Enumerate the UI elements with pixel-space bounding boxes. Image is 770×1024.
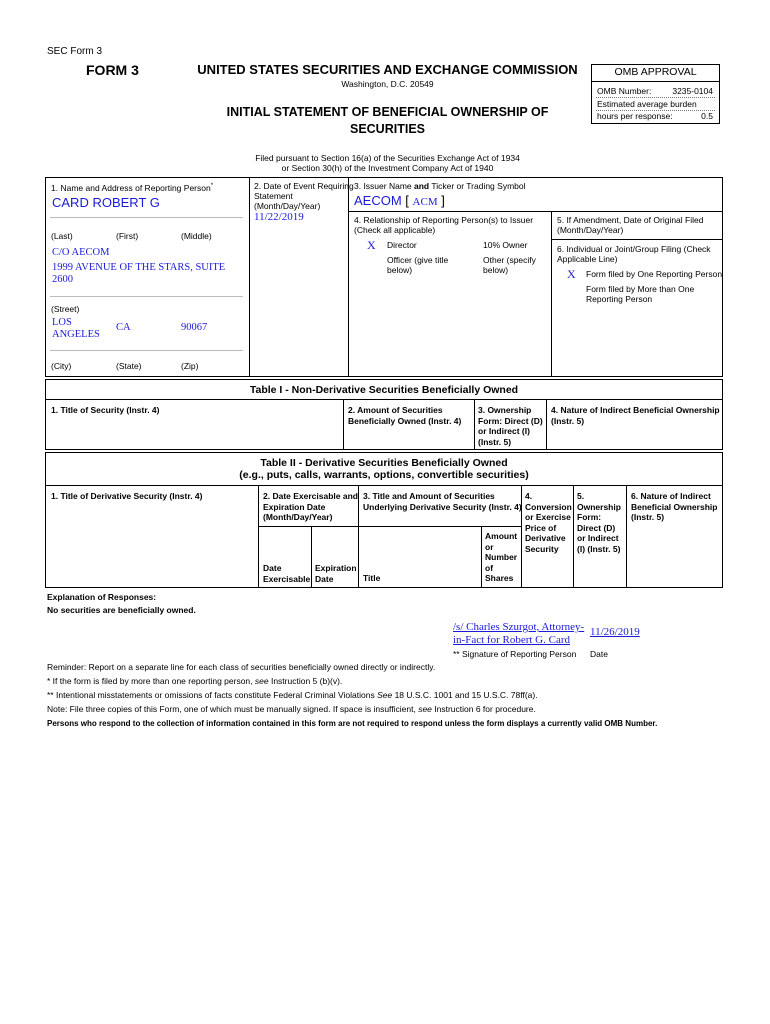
filed-pursuant-line2: or Section 30(h) of the Investment Company Act of 1940 bbox=[281, 163, 494, 173]
ten-pct-owner-label: 10% Owner bbox=[483, 240, 528, 250]
issuer-name: AECOM bbox=[354, 193, 402, 208]
table2-col3-header: 3. Title and Amount of Securities Underlying Derivative Security (Instr. 4) bbox=[363, 491, 522, 512]
omb-approval-box bbox=[591, 64, 720, 124]
explanation-heading: Explanation of Responses: bbox=[47, 592, 157, 602]
middle-label: (Middle) bbox=[181, 231, 212, 241]
sec-form-label: SEC Form 3 bbox=[47, 46, 103, 57]
omb-burden-label: Estimated average burden bbox=[597, 99, 697, 109]
address-line1: C/O AECOM bbox=[52, 247, 110, 258]
date-label: Date bbox=[590, 649, 608, 659]
table2-col4-header: 4. Conversion or Exercise Price of Derivative Security bbox=[525, 491, 572, 554]
box5-label-line1: 5. If Amendment, Date of Original Filed bbox=[557, 215, 704, 225]
box2-label-line1: 2. Date of Event Requiring bbox=[254, 181, 354, 191]
box4-label-line2: (Check all applicable) bbox=[354, 225, 436, 235]
box3-label: 3. Issuer Name and Ticker or Trading Symbol bbox=[354, 181, 526, 191]
box6-label-line1: 6. Individual or Joint/Group Filing (Check bbox=[557, 244, 711, 254]
signature-label: ** Signature of Reporting Person bbox=[453, 649, 577, 659]
box2-label-line3: (Month/Day/Year) bbox=[254, 201, 321, 211]
street-label: (Street) bbox=[51, 304, 80, 314]
director-checkbox-mark[interactable]: X bbox=[367, 238, 376, 252]
filed-pursuant-line1: Filed pursuant to Section 16(a) of the Securities Exchange Act of 1934 bbox=[255, 153, 520, 163]
other-label-line1: Other (specify bbox=[483, 255, 536, 265]
explanation-text: No securities are beneficially owned. bbox=[47, 605, 196, 615]
box5-label-line2: (Month/Day/Year) bbox=[557, 225, 624, 235]
city-label: (City) bbox=[51, 361, 72, 371]
zip-value: 90067 bbox=[181, 322, 208, 333]
table2-date-exercisable-header: Date Exercisable bbox=[263, 563, 311, 584]
ticker-symbol: ACM bbox=[412, 196, 438, 208]
city-line2: ANGELES bbox=[52, 329, 100, 340]
omb-approval-title: OMB APPROVAL bbox=[614, 66, 697, 78]
table2-title-header: Title bbox=[363, 573, 381, 583]
officer-label-line2: below) bbox=[387, 265, 413, 275]
table2-col5-header: 5. Ownership Form: Direct (D) or Indirect (I) (Instr. 5) bbox=[577, 491, 621, 554]
one-person-checkbox-mark[interactable]: X bbox=[567, 267, 576, 281]
table2-title-line1: Table II - Derivative Securities Beneficially Owned bbox=[260, 457, 508, 469]
first-label: (First) bbox=[116, 231, 139, 241]
more-persons-label-line1: Form filed by More than One bbox=[586, 284, 695, 294]
table2-col6-header: 6. Nature of Indirect Beneficial Ownership (Instr. 5) bbox=[631, 491, 718, 522]
address-line2: 1999 AVENUE OF THE STARS, SUITE bbox=[52, 262, 226, 273]
table2-col1-header: 1. Title of Derivative Security (Instr. 4) bbox=[51, 491, 203, 501]
omb-hours-label: hours per response: bbox=[597, 111, 673, 121]
omb-hours-value: 0.5 bbox=[701, 111, 713, 121]
signature-date: 11/26/2019 bbox=[590, 626, 640, 638]
one-person-label: Form filed by One Reporting Person bbox=[586, 269, 723, 279]
agency-location: Washington, D.C. 20549 bbox=[341, 79, 434, 89]
table1-col2-header: 2. Amount of Securities Beneficially Owned (Instr. 4) bbox=[348, 405, 462, 426]
omb-number-label: OMB Number: bbox=[597, 86, 652, 96]
statement-title-line1: INITIAL STATEMENT OF BENEFICIAL OWNERSHIP OF bbox=[226, 105, 549, 119]
statement-title-line2: SECURITIES bbox=[349, 122, 425, 136]
address-line3: 2600 bbox=[52, 274, 73, 285]
zip-label: (Zip) bbox=[181, 361, 199, 371]
persons-respond-note: Persons who respond to the collection of information contained in this form are not required to respond unless the form displays a currently valid OMB Number. bbox=[47, 719, 658, 728]
table2-title-line2: (e.g., puts, calls, warrants, options, convertible securities) bbox=[239, 469, 529, 481]
box4-label-line1: 4. Relationship of Reporting Person(s) to Issuer bbox=[354, 215, 534, 225]
table2-amount-header: Amount or Number of Shares bbox=[485, 531, 518, 583]
table2-col2-header: 2. Date Exercisable and Expiration Date (Month/Day/Year) bbox=[263, 491, 358, 522]
reminder-text: Reminder: Report on a separate line for each class of securities beneficially owned directly or indirectly. bbox=[47, 662, 436, 672]
issuer-name-ticker: AECOM [ ACM ] bbox=[354, 193, 445, 208]
other-label-line2: below) bbox=[483, 265, 509, 275]
officer-label-line1: Officer (give title bbox=[387, 255, 449, 265]
table1-title: Table I - Non-Derivative Securities Beneficially Owned bbox=[249, 384, 519, 396]
note-multiple-persons: * If the form is filed by more than one reporting person, see Instruction 5 (b)(v). bbox=[47, 676, 343, 686]
signature: /s/ Charles Szurgot, Attorney- in-Fact for Robert G. Card bbox=[453, 621, 585, 646]
box1-label: 1. Name and Address of Reporting Person* bbox=[51, 182, 214, 193]
box6-label-line2: Applicable Line) bbox=[557, 254, 618, 264]
table2-expiration-date-header: Expiration Date bbox=[315, 563, 357, 584]
table1-col1-header: 1. Title of Security (Instr. 4) bbox=[51, 405, 160, 415]
omb-number-value: 3235-0104 bbox=[672, 86, 713, 96]
reporting-person-name: CARD ROBERT G bbox=[52, 195, 160, 210]
table1-col3-header: 3. Ownership Form: Direct (D) or Indirect (I) (Instr. 5) bbox=[478, 405, 543, 447]
state-value: CA bbox=[116, 322, 131, 333]
form-title: FORM 3 bbox=[86, 62, 139, 78]
agency-name: UNITED STATES SECURITIES AND EXCHANGE COMMISSION bbox=[197, 62, 578, 77]
state-label: (State) bbox=[116, 361, 142, 371]
more-persons-label-line2: Reporting Person bbox=[586, 294, 653, 304]
box2-label-line2: Statement bbox=[254, 191, 293, 201]
note-misstatements: ** Intentional misstatements or omissions of facts constitute Federal Criminal Violations See 18 U.S.C. 1001 and 15 U.S.C. 78ff(a). bbox=[47, 690, 538, 700]
table1-col4-header: 4. Nature of Indirect Beneficial Ownership (Instr. 5) bbox=[551, 405, 720, 426]
note-file-copies: Note: File three copies of this Form, one of which must be manually signed. If space is insufficient, see Instruction 6 for procedure. bbox=[47, 704, 536, 714]
director-label: Director bbox=[387, 240, 417, 250]
last-label: (Last) bbox=[51, 231, 73, 241]
city-line1: LOS bbox=[52, 317, 72, 328]
event-date: 11/22/2019 bbox=[254, 211, 304, 223]
